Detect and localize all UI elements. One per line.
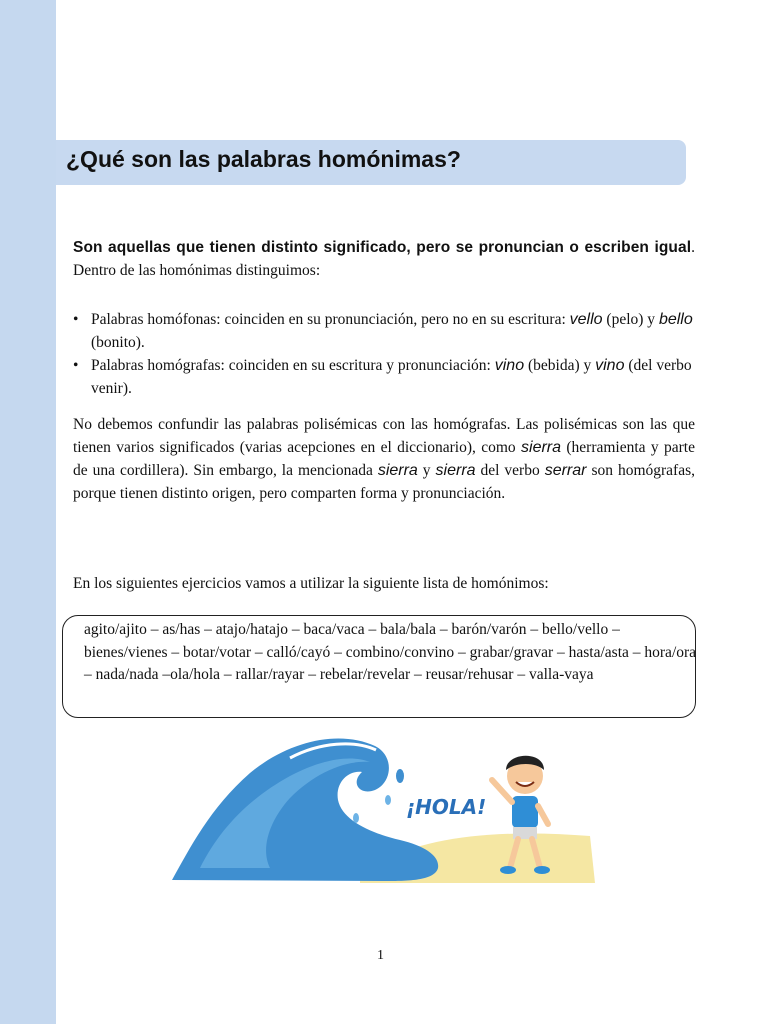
example-word: vino (494, 357, 525, 374)
paragraph-text: No debemos confundir las palabras polisémicas con las homógrafas. Las polisémicas son las que tienen varios significados (varias acepciones en el diccionario), como (73, 416, 695, 456)
homonym-types-list (73, 308, 693, 400)
water-drop (396, 769, 404, 783)
intro-definition: Son aquellas que tienen distinto significado, pero se pronuncian o escriben igual (73, 239, 692, 256)
example-word: vello (569, 311, 603, 328)
example-word: sierra (435, 462, 476, 479)
page-title: ¿Qué son las palabras homónimas? (66, 146, 461, 172)
wave-boy-illustration (170, 728, 600, 888)
bullet-text: (del verbo venir). (91, 357, 692, 397)
left-margin-band (0, 0, 56, 1024)
exercises-intro: En los siguientes ejercicios vamos a utilizar la siguiente lista de homónimos: (73, 575, 549, 592)
bullet-text: (bonito). (91, 334, 145, 351)
example-word: sierra (377, 462, 418, 479)
bullet-text: Palabras homófonas: coinciden en su pronunciación, pero no en su escritura: (91, 311, 570, 328)
water-drop (353, 813, 359, 823)
example-word: vino (595, 357, 625, 374)
page-number: 1 (377, 948, 384, 963)
hola-speech: ¡HOLA! (406, 795, 487, 819)
bullet-icon: • (73, 357, 79, 374)
paragraph-text: (herramienta y parte de una cordillera). Sin embargo, la mencionada (73, 439, 695, 479)
bullet-text: Palabras homógrafas: coinciden en su escritura y pronunciación: (91, 357, 495, 374)
bullet-text: (bebida) y (524, 357, 596, 374)
example-word: sierra (521, 439, 562, 456)
homonym-word-list: agito/ajito – as/has – atajo/hatajo – baca/vaca – bala/bala – barón/varón – bello/vello – bienes/vienes – botar/votar – calló/cayó – combino/convino – grabar/gravar – hasta/asta – hora/ora – nada/nada –ola/hola – rallar/rayar – rebelar/revelar – reusar/rehusar – valla-vaya (84, 621, 697, 683)
paragraph-text: son homógrafas, porque tienen distinto origen, pero comparten forma y pronunciación. (73, 462, 696, 502)
intro-paragraph (73, 236, 695, 282)
list-item (73, 308, 693, 354)
list-item (73, 354, 693, 400)
bullet-icon: • (73, 311, 79, 328)
paragraph-text: y (417, 462, 436, 479)
intro-continuation: . Dentro de las homónimas distinguimos: (73, 239, 695, 279)
polysemy-paragraph (73, 413, 695, 505)
water-drop (385, 795, 391, 805)
bullet-text: (pelo) y (602, 311, 659, 328)
example-word: bello (658, 311, 693, 328)
paragraph-text: del verbo (475, 462, 545, 479)
example-word: serrar (544, 462, 587, 479)
